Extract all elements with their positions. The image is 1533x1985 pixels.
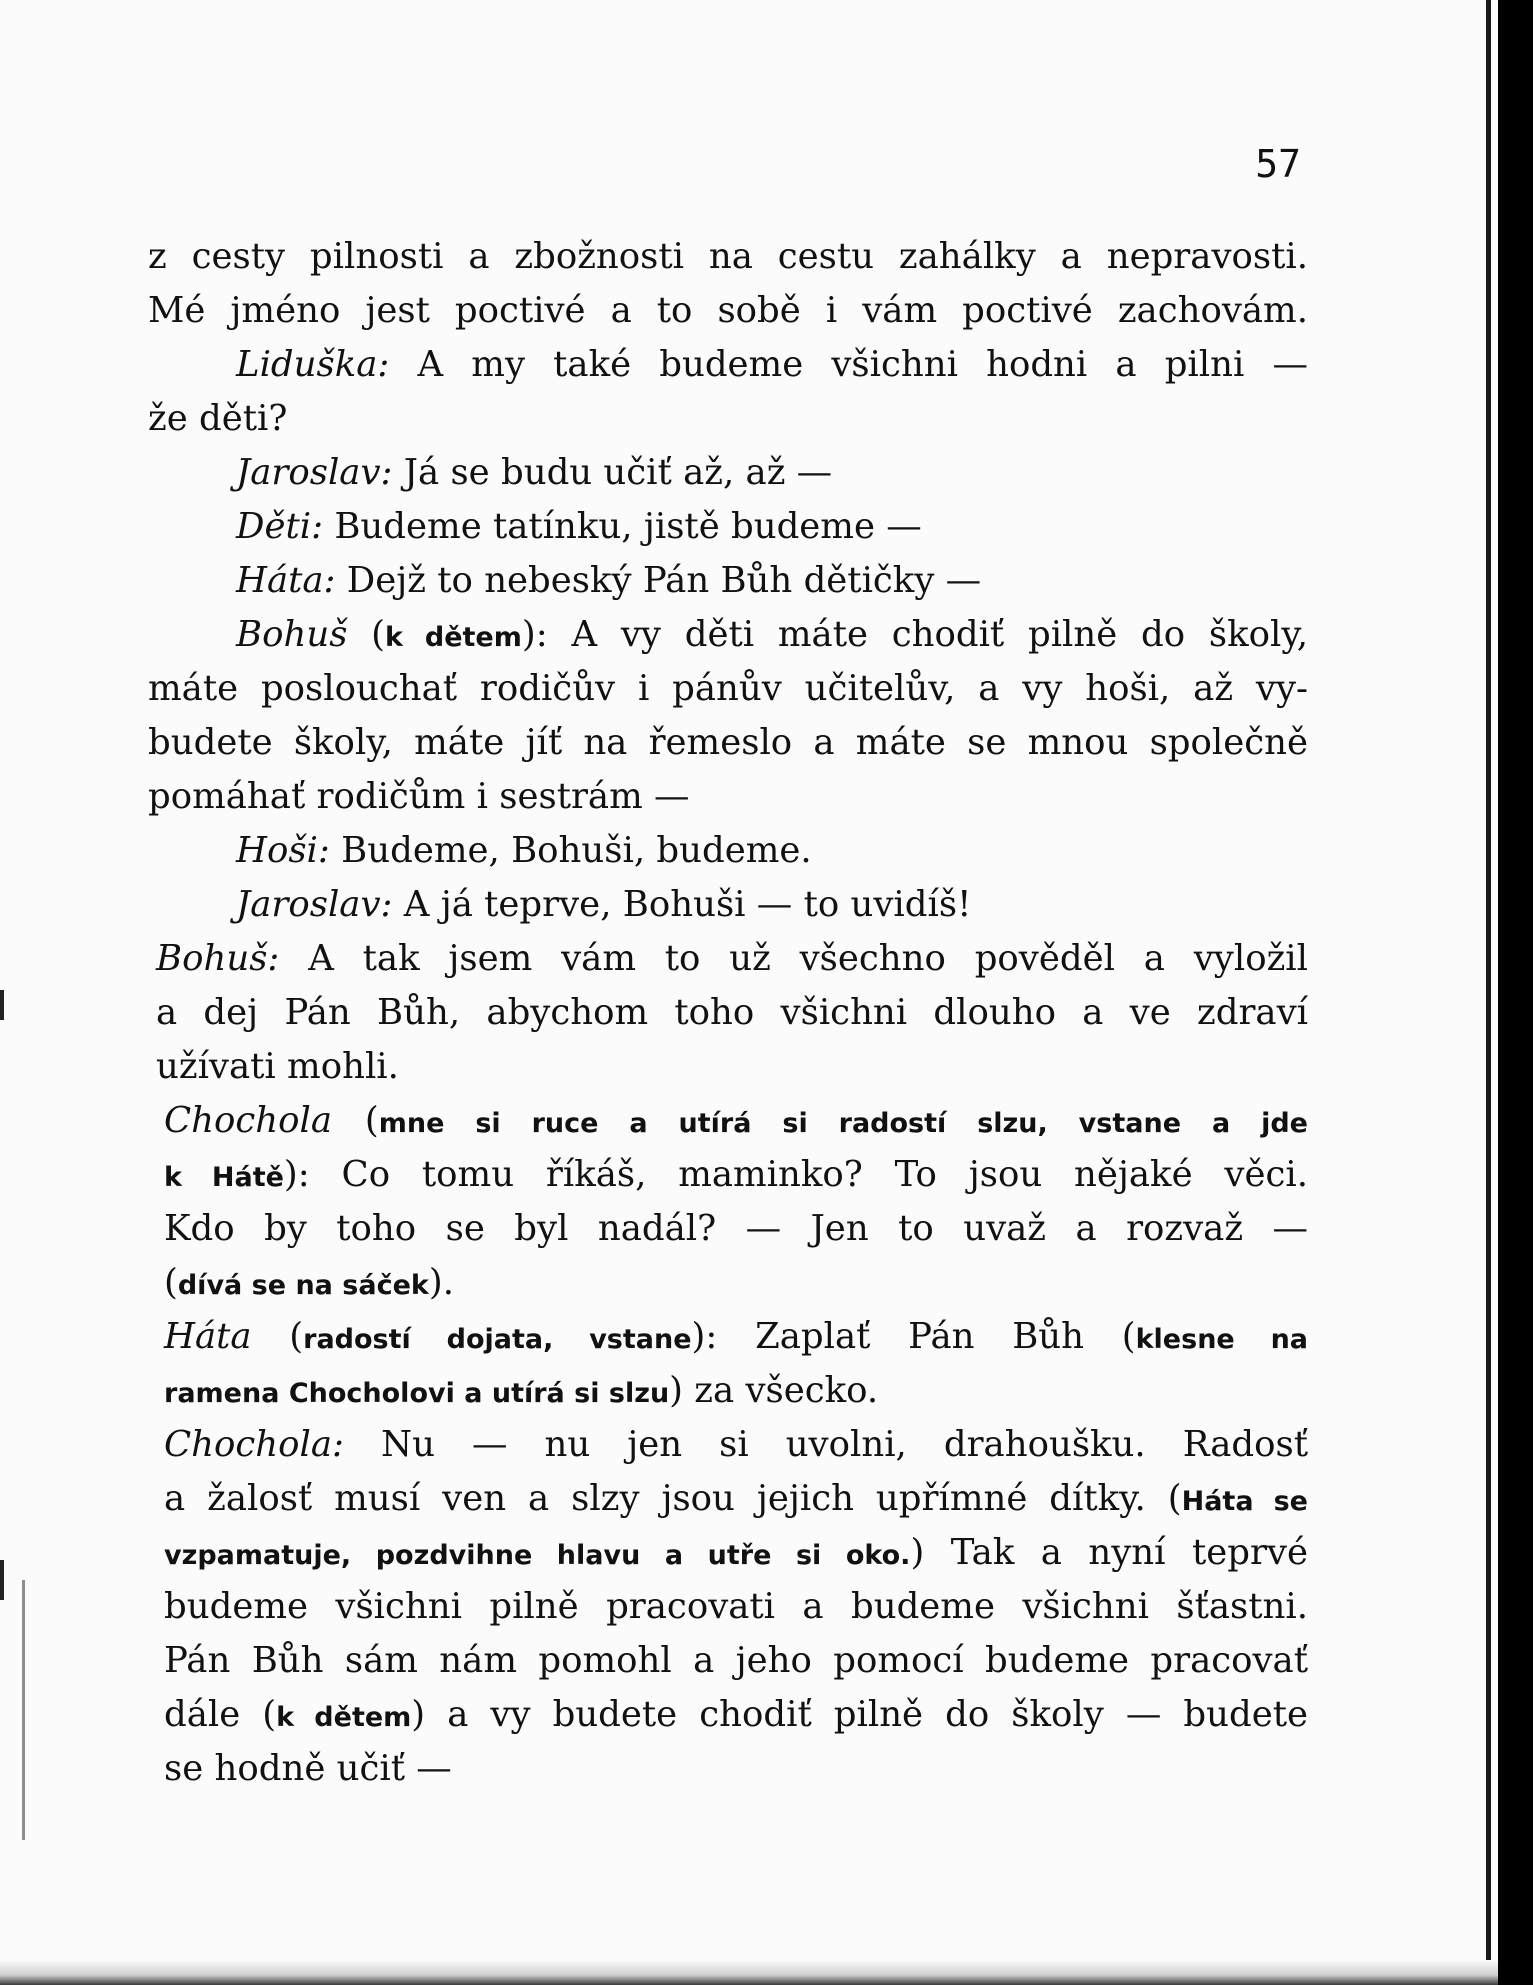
speaker-name: Chochola xyxy=(164,1100,333,1141)
stage-direction: dívá se na sáček xyxy=(177,1270,429,1301)
text-line xyxy=(148,1418,1308,1472)
dialogue-text: A my také budeme všichni hodni a pilni — xyxy=(389,344,1308,385)
text-line xyxy=(148,1202,1308,1256)
text-line xyxy=(148,554,1308,608)
binding-mark xyxy=(0,1560,4,1600)
dialogue-text: ). xyxy=(428,1262,454,1303)
text-line xyxy=(148,608,1308,662)
dialogue-text: Já se budu učiť až, až — xyxy=(392,452,833,493)
speaker-name: Háta: xyxy=(236,560,336,601)
dialogue-text: Dejž to nebeský Pán Bůh dětičky — xyxy=(335,560,982,601)
text-line xyxy=(148,230,1308,284)
text-line xyxy=(148,1472,1308,1526)
speaker-name: Děti: xyxy=(236,506,324,547)
text-line xyxy=(148,1580,1308,1634)
page-bottom-shadow xyxy=(0,1960,1498,1985)
stage-direction: radostí dojata, vstane xyxy=(303,1324,692,1355)
dialogue-text: budeme všichni pilně pracovati a budeme všichni šťastni. xyxy=(164,1586,1308,1627)
dialogue-text: ): Zaplať Pán Bůh ( xyxy=(691,1316,1136,1357)
speaker-name: Liduška: xyxy=(236,344,390,385)
text-line xyxy=(148,392,1308,446)
text-line xyxy=(148,500,1308,554)
speaker-name: Jaroslav: xyxy=(236,452,393,493)
text-line xyxy=(148,1256,1308,1310)
page-number: 57 xyxy=(1255,142,1301,186)
text-line xyxy=(148,338,1308,392)
dialogue-text: ) a vy budete chodiť pilně do školy — budete xyxy=(411,1694,1308,1735)
dialogue-text: a žalosť musí ven a slzy jsou jejich upřímné dítky. ( xyxy=(164,1478,1182,1519)
speaker-name: Jaroslav: xyxy=(236,884,393,925)
dialogue-text: Budeme tatínku, jistě budeme — xyxy=(323,506,922,547)
dialogue-text: se hodně učiť — xyxy=(164,1748,452,1789)
dialogue-text: ) za všecko. xyxy=(669,1370,879,1411)
stage-direction: k Hátě xyxy=(164,1162,284,1193)
text-line xyxy=(148,1634,1308,1688)
text-line xyxy=(148,446,1308,500)
dialogue-text: pomáhať rodičům i sestrám — xyxy=(148,776,690,817)
text-line xyxy=(148,1040,1308,1094)
dialogue-text: ( xyxy=(164,1262,178,1303)
dialogue-text: A já teprve, Bohuši — to uvidíš! xyxy=(392,884,972,925)
binding-mark xyxy=(0,990,4,1020)
text-line xyxy=(148,986,1308,1040)
dialogue-text: a dej Pán Bůh, abychom toho všichni dlouho a ve zdraví xyxy=(156,992,1308,1033)
speaker-name: Bohuš xyxy=(236,614,348,655)
text-line xyxy=(148,1148,1308,1202)
stage-direction: ramena Chocholovi a utírá si slzu xyxy=(164,1378,670,1409)
dialogue-text: ): A vy děti máte chodiť pilně do školy, xyxy=(521,614,1308,655)
text-line xyxy=(148,878,1308,932)
speaker-name: Chochola: xyxy=(164,1424,344,1465)
text-line xyxy=(148,932,1308,986)
dialogue-text: užívati mohli. xyxy=(156,1046,399,1087)
stage-direction: vzpamatuje, pozdvihne hlavu a utře si oko. xyxy=(164,1540,911,1571)
dialogue-text: budete školy, máte jíť na řemeslo a máte se mnou společně xyxy=(148,722,1308,763)
text-line xyxy=(148,1688,1308,1742)
dialogue-text: ( xyxy=(251,1316,304,1357)
text-line xyxy=(148,770,1308,824)
text-line xyxy=(148,662,1308,716)
stage-direction: k dětem xyxy=(385,622,522,653)
dialogue-text: že děti? xyxy=(148,398,288,439)
page-text xyxy=(148,230,1308,1796)
page-right-edge xyxy=(1486,0,1491,1985)
text-line xyxy=(148,1742,1308,1796)
dialogue-text: dále ( xyxy=(164,1694,277,1735)
speaker-name: Háta xyxy=(164,1316,252,1357)
text-line xyxy=(148,1364,1308,1418)
dialogue-text: ): Co tomu říkáš, maminko? To jsou nějaké věci. xyxy=(283,1154,1308,1195)
binding-mark xyxy=(22,1580,25,1840)
text-line xyxy=(148,1526,1308,1580)
dialogue-text: z cesty pilnosti a zbožnosti na cestu zahálky a nepravosti. xyxy=(148,236,1308,277)
dialogue-text: Nu — nu jen si uvolni, drahoušku. Radosť xyxy=(344,1424,1308,1465)
dialogue-text: Pán Bůh sám nám pomohl a jeho pomocí budeme pracovať xyxy=(164,1640,1308,1681)
text-line xyxy=(148,824,1308,878)
dialogue-text: Mé jméno jest poctivé a to sobě i vám poctivé zachovám. xyxy=(148,290,1308,331)
text-line xyxy=(148,716,1308,770)
stage-direction: Háta se xyxy=(1181,1486,1308,1517)
dialogue-text: ( xyxy=(332,1100,379,1141)
speaker-name: Hoši: xyxy=(236,830,330,871)
stage-direction: klesne na xyxy=(1135,1324,1309,1355)
dialogue-text: Budeme, Bohuši, budeme. xyxy=(329,830,812,871)
dialogue-text: ) Tak a nyní teprvé xyxy=(910,1532,1308,1573)
dialogue-text: máte poslouchať rodičův i pánův učitelův, a vy hoši, až vy- xyxy=(148,668,1308,709)
stage-direction: k dětem xyxy=(276,1702,412,1733)
speaker-name: Bohuš: xyxy=(156,938,280,979)
dialogue-text: A tak jsem vám to už všechno pověděl a vyložil xyxy=(279,938,1308,979)
text-line xyxy=(148,284,1308,338)
stage-direction: mne si ruce a utírá si radostí slzu, vstane a jde xyxy=(378,1108,1308,1139)
text-line xyxy=(148,1094,1308,1148)
text-line xyxy=(148,1310,1308,1364)
dialogue-text: ( xyxy=(347,614,386,655)
dialogue-text: Kdo by toho se byl nadál? — Jen to uvaž a rozvaž — xyxy=(164,1208,1308,1249)
